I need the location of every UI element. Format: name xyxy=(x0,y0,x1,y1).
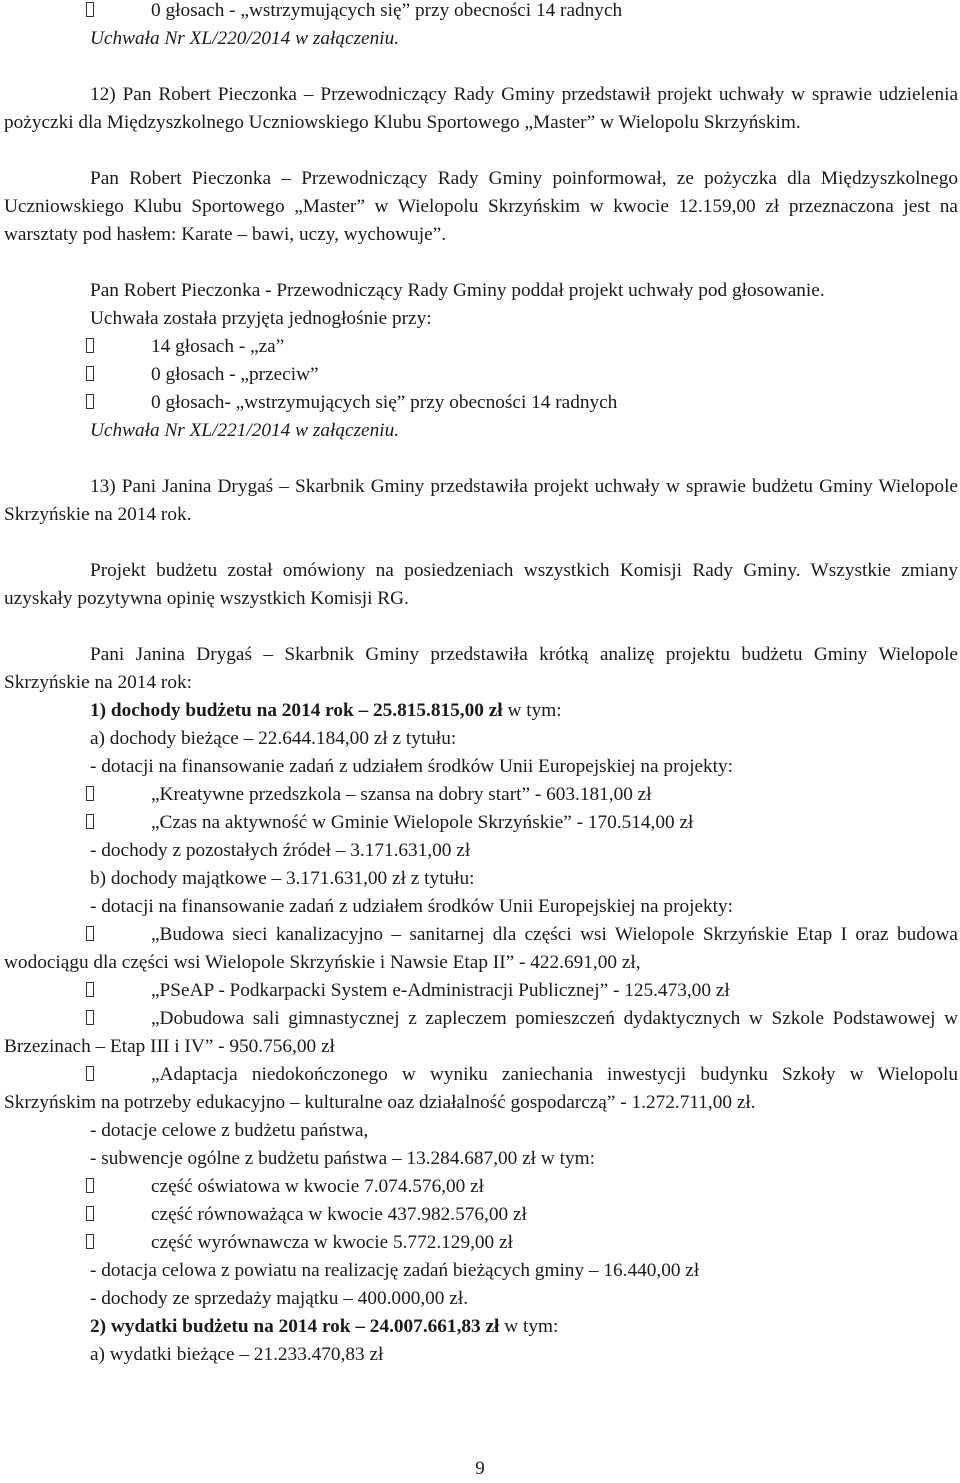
item-12-intro: 12) Pan Robert Pieczonka – Przewodniczący Rady Gminy przedstawił projekt uchwały w sprawie udzielenia pożyczki dla Międzyszkolnego Uczniowskiego Klubu Sportowego „Master” w Wielopolu Skrzyńskim. xyxy=(4,84,958,133)
item-13-project: Projekt budżetu został omówiony na posiedzeniach wszystkich Komisji Rady Gminy. Wszystkie zmiany uzyskały pozytywna opinię wszystkich Komisji RG. xyxy=(4,560,958,609)
item-13-analysis: Pani Janina Drygaś – Skarbnik Gminy przedstawiła krótką analizę projektu budżetu Gminy Wielopole Skrzyńskie na 2014 rok: xyxy=(4,644,958,693)
subvention-bullet: część wyrównawcza w kwocie 5.772.129,00 zł xyxy=(4,1229,958,1257)
bullet-box-icon xyxy=(86,982,94,997)
bullet-box-icon xyxy=(86,1206,94,1221)
bullet-box-icon xyxy=(86,786,94,801)
expenditure-heading: 2) wydatki budżetu na 2014 rok – 24.007.661,83 zł w tym: xyxy=(90,1316,559,1337)
project-bullet: „Kreatywne przedszkola – szansa na dobry start” - 603.181,00 zł xyxy=(4,781,958,809)
page-number: 9 xyxy=(475,1458,485,1479)
current-income: a) dochody bieżące – 22.644.184,00 zł z tytułu: xyxy=(90,728,457,749)
project-bullet: „PSeAP - Podkarpacki System e-Administracji Publicznej” - 125.473,00 zł xyxy=(4,977,958,1005)
project-bullet: „Budowa sieci kanalizacyjno – sanitarnej dla części wsi Wielopole Skrzyńskie Etap I oraz budowa wodociągu dla części wsi Wielopole Skrzyńskie i Nawsie Etap II” - 422.691,00 zł, xyxy=(4,924,958,973)
document-page xyxy=(4,0,958,1369)
item-12-adopted: Uchwała została przyjęta jednogłośnie przy: xyxy=(90,308,432,329)
bullet-box-icon xyxy=(86,366,94,381)
vote-bullet-abstain: 0 głosach - „wstrzymujących się” przy obecności 14 radnych xyxy=(4,0,958,25)
subventions: - subwencje ogólne z budżetu państwa – 13.284.687,00 zł w tym: xyxy=(90,1148,595,1169)
asset-sale-income: - dochody ze sprzedaży majątku – 400.000,00 zł. xyxy=(90,1288,469,1309)
other-income: - dochody z pozostałych źródeł – 3.171.631,00 zł xyxy=(90,840,471,861)
eu-grants-current: - dotacji na finansowanie zadań z udziałem środków Unii Europejskiej na projekty: xyxy=(90,756,734,777)
bullet-box-icon xyxy=(86,1010,94,1025)
bullet-box-icon xyxy=(86,1066,94,1081)
vote-bullet-abstain: 0 głosach- „wstrzymujących się” przy obecności 14 radnych xyxy=(4,389,958,417)
eu-grants-property: - dotacji na finansowanie zadań z udziałem środków Unii Europejskiej na projekty: xyxy=(90,896,734,917)
item-13-intro: 13) Pani Janina Drygaś – Skarbnik Gminy przedstawiła projekt uchwały w sprawie budżetu Gminy Wielopole Skrzyńskie na 2014 rok. xyxy=(4,476,958,525)
project-bullet: „Dobudowa sali gimnastycznej z zapleczem pomieszczeń dydaktycznych w Szkole Podstawowej w Brzezinach – Etap III i IV” - 950.756,00 zł xyxy=(4,1008,958,1057)
bullet-box-icon xyxy=(86,1178,94,1193)
vote-bullet-for: 14 głosach - „za” xyxy=(4,333,958,361)
bullet-box-icon xyxy=(86,1234,94,1249)
income-heading: 1) dochody budżetu na 2014 rok – 25.815.815,00 zł w tym: xyxy=(90,700,562,721)
project-bullet: „Czas na aktywność w Gminie Wielopole Skrzyńskie” - 170.514,00 zł xyxy=(4,809,958,837)
resolution-note: Uchwała Nr XL/220/2014 w załączeniu. xyxy=(90,28,400,49)
bullet-box-icon xyxy=(86,814,94,829)
resolution-note: Uchwała Nr XL/221/2014 w załączeniu. xyxy=(90,420,400,441)
item-12-info: Pan Robert Pieczonka – Przewodniczący Rady Gminy poinformował, ze pożyczka dla Międzyszkolnego Uczniowskiego Klubu Sportowego „Master” w Wielopolu Skrzyńskim w kwocie 12.159,00 zł przeznaczona jest na warsztaty pod hasłem: Karate – bawi, uczy, wychowuje”. xyxy=(4,168,958,245)
bullet-box-icon xyxy=(86,338,94,353)
bullet-box-icon xyxy=(86,394,94,409)
property-income: b) dochody majątkowe – 3.171.631,00 zł z tytułu: xyxy=(90,868,475,889)
vote-bullet-against: 0 głosach - „przeciw” xyxy=(4,361,958,389)
subvention-bullet: część oświatowa w kwocie 7.074.576,00 zł xyxy=(4,1173,958,1201)
item-12-vote-intro: Pan Robert Pieczonka - Przewodniczący Rady Gminy poddał projekt uchwały pod głosowanie. xyxy=(90,280,825,301)
bullet-box-icon xyxy=(86,2,94,17)
bullet-box-icon xyxy=(86,926,94,941)
subvention-bullet: część równoważąca w kwocie 437.982.576,00 zł xyxy=(4,1201,958,1229)
state-grants: - dotacje celowe z budżetu państwa, xyxy=(90,1120,369,1141)
project-bullet: „Adaptacja niedokończonego w wyniku zaniechania inwestycji budynku Szkoły w Wielopolu Skrzyńskim na potrzeby edukacyjno – kulturalne oaz działalność gospodarczą” - 1.272.711,00 zł. xyxy=(4,1064,958,1113)
county-grant: - dotacja celowa z powiatu na realizację zadań bieżących gminy – 16.440,00 zł xyxy=(90,1260,700,1281)
current-expenditure: a) wydatki bieżące – 21.233.470,83 zł xyxy=(90,1344,384,1365)
